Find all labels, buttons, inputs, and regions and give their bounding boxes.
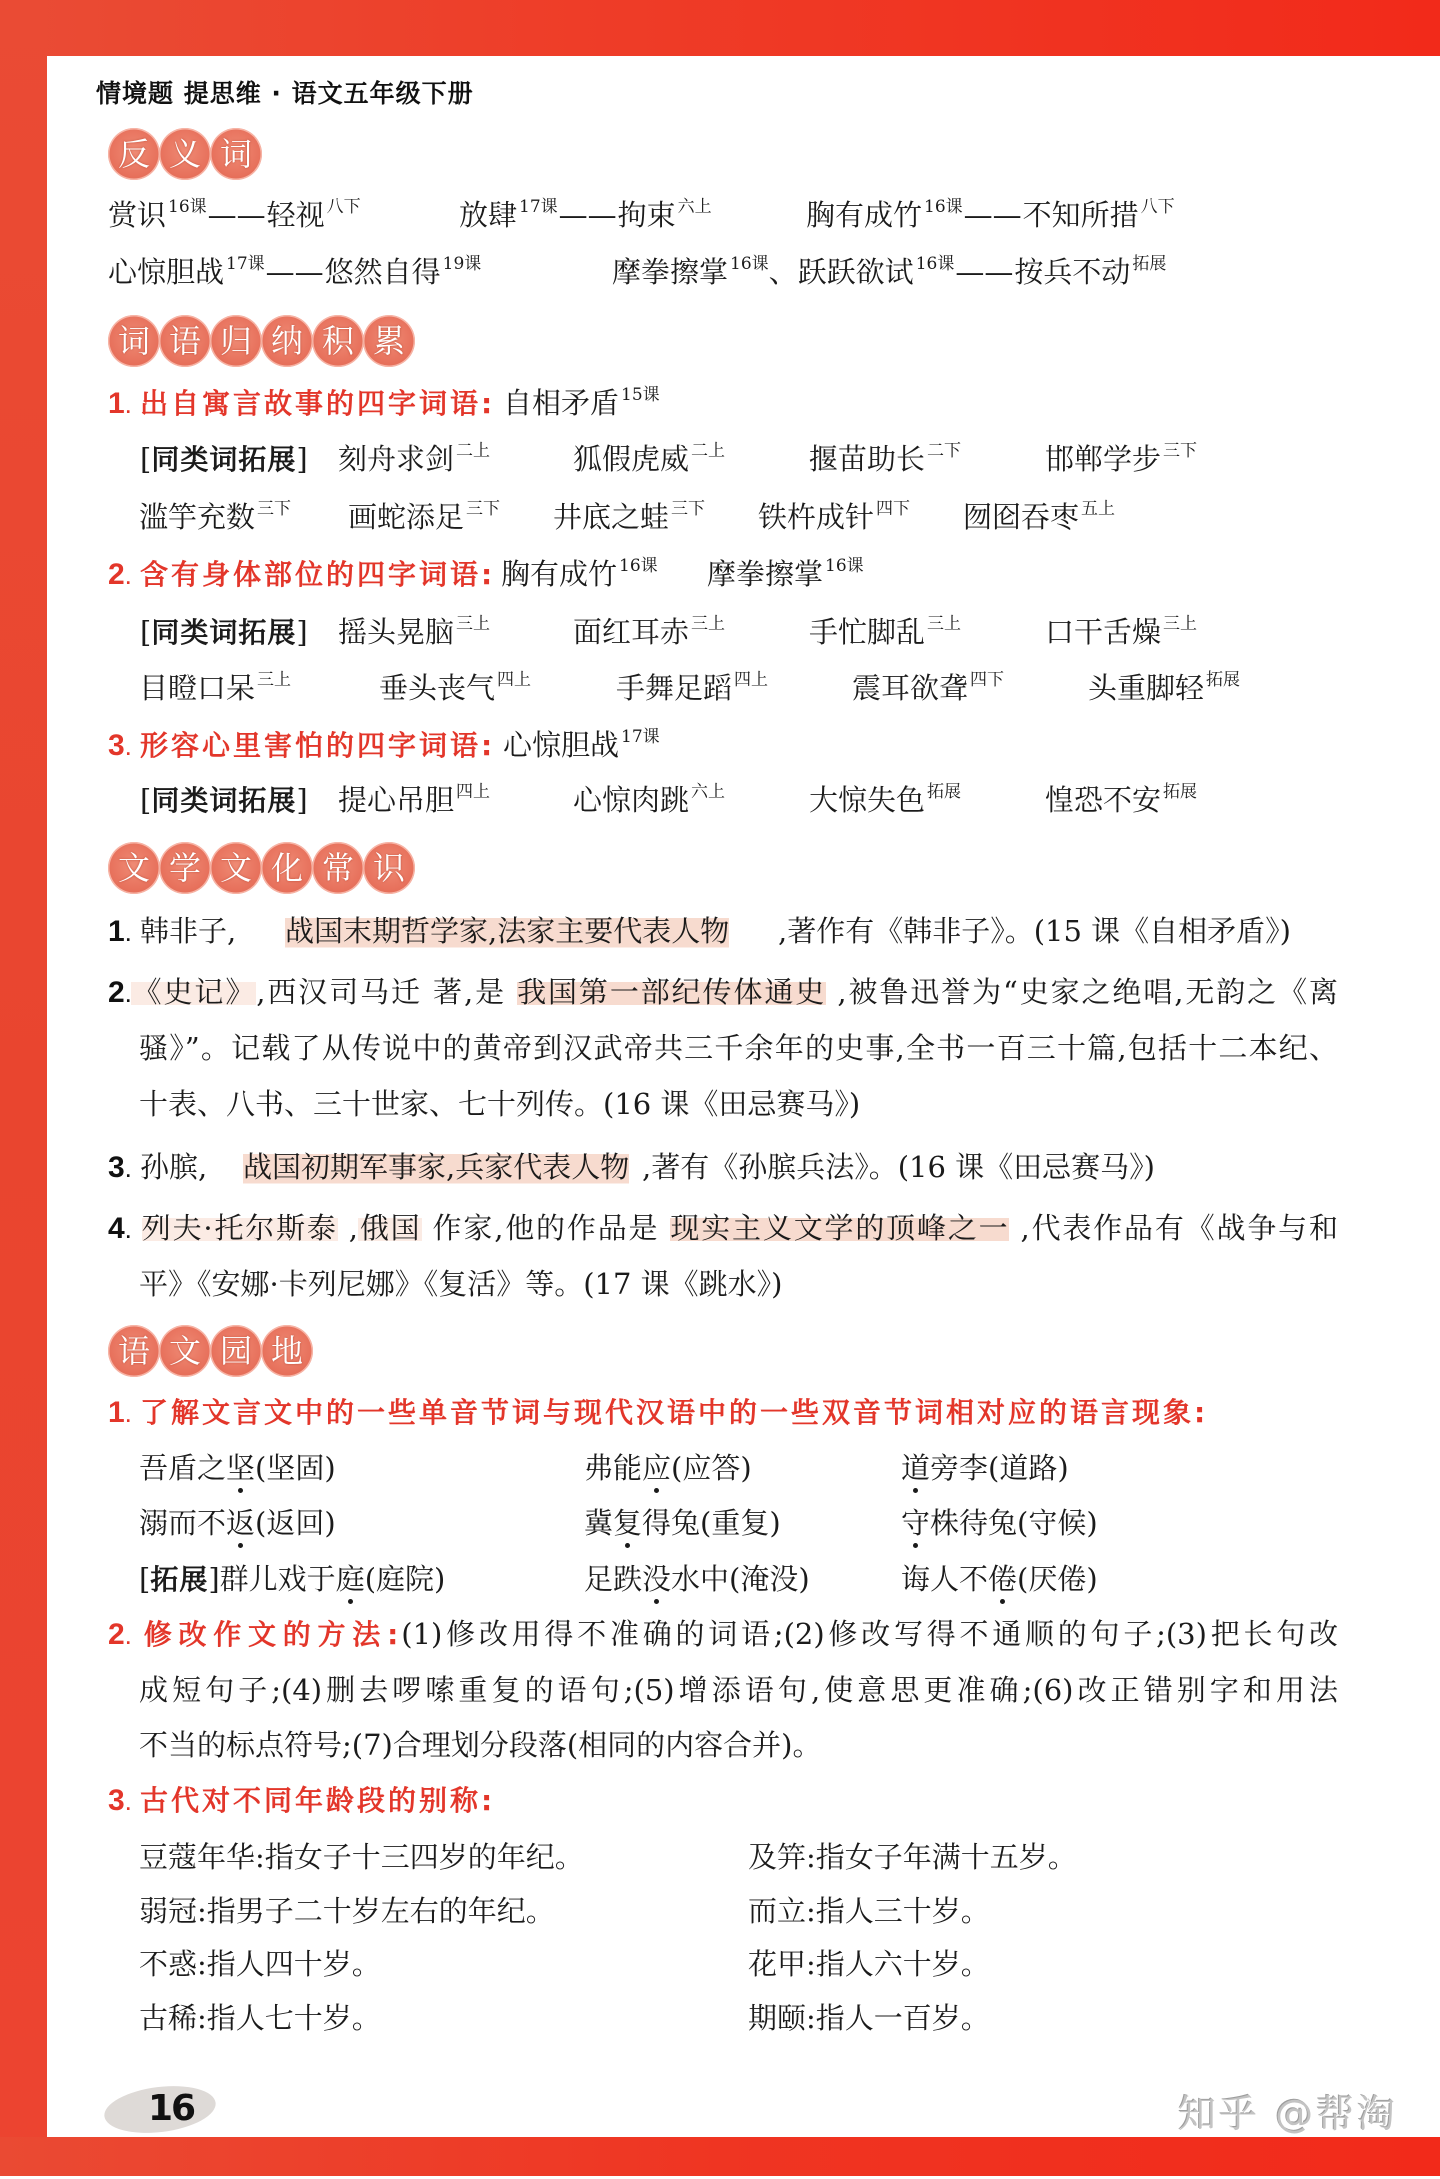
title-char: 化	[261, 842, 313, 894]
idiom	[338, 437, 490, 481]
number: 2	[108, 976, 125, 1009]
method-text: 不当的标点符号;(7)合理划分段落(相同的内容合并)。	[139, 1728, 822, 1762]
idiom-text: 提心吊胆	[338, 783, 455, 817]
grade-tag: 二上	[691, 441, 726, 461]
culture-text: 韩非子,	[140, 914, 237, 948]
emphasized-char: 应	[642, 1451, 672, 1485]
grade-tag: 拓展	[1132, 254, 1167, 274]
idiom	[963, 495, 1115, 539]
idiom	[1045, 437, 1197, 481]
antonym-pair	[806, 193, 1175, 237]
idiom-text: 面红耳赤	[573, 615, 690, 649]
idiom-text: 心惊胆战	[503, 728, 620, 762]
text: 水中(淹没)	[671, 1562, 810, 1596]
title-char: 园	[210, 1325, 262, 1377]
culture-paragraph-line	[108, 1206, 1338, 1250]
idiom	[503, 723, 660, 767]
word: 悠然自得	[324, 255, 441, 289]
idiom	[338, 610, 490, 654]
text: 诲人不	[901, 1562, 989, 1596]
item-number	[108, 381, 131, 425]
culture-text: 作家,他的作品是	[421, 1211, 671, 1245]
lesson-tag: 16课	[168, 197, 207, 217]
number-dot: .	[125, 986, 131, 1006]
number: 4	[108, 1212, 125, 1245]
number: 2	[108, 1618, 125, 1651]
title-char: 积	[312, 315, 364, 367]
text: 足跌	[584, 1562, 643, 1596]
grade-tag: 四上	[497, 670, 532, 690]
idiom	[573, 437, 725, 481]
section-title-antonyms	[108, 128, 261, 180]
idiom-text: 井底之蛙	[553, 500, 670, 534]
idiom-text: 揠苗助长	[809, 442, 926, 476]
lesson-tag: 16课	[619, 556, 658, 576]
grade-tag: 拓展	[1206, 670, 1241, 690]
idiom-text: 手舞足蹈	[616, 671, 733, 705]
item-heading	[140, 723, 495, 767]
number-dot: .	[125, 397, 131, 417]
emphasized-char: 守	[901, 1506, 931, 1540]
grade-tag: 三下	[466, 499, 501, 519]
page-number: 16	[148, 2088, 195, 2129]
number: 3	[108, 1151, 125, 1184]
grade-tag: 五上	[1081, 499, 1116, 519]
grade-tag: 三上	[456, 614, 491, 634]
number-dot: .	[125, 1628, 131, 1648]
classical-word	[584, 1501, 781, 1545]
number: 3	[108, 729, 125, 762]
colon: :	[387, 1618, 402, 1651]
word: 不知所措	[1022, 198, 1139, 232]
colon: :	[1194, 1396, 1209, 1429]
grade-tag: 四上	[734, 670, 769, 690]
title-char: 文	[159, 1325, 211, 1377]
lesson-tag: 15课	[621, 385, 660, 405]
culture-paragraph-line	[139, 1026, 1338, 1070]
bracket: [	[140, 783, 152, 817]
grade-tag: 六上	[691, 782, 726, 802]
number: 2	[108, 558, 125, 591]
grade-tag: 八下	[326, 197, 361, 217]
idiom	[809, 778, 961, 822]
extension-text: 同类词拓展	[151, 616, 297, 649]
colon: :	[481, 1784, 496, 1817]
idiom	[1045, 778, 1197, 822]
number: 3	[108, 1784, 125, 1817]
title-char: 语	[108, 1325, 160, 1377]
culture-text: ,代表作品有《战争与和	[1009, 1211, 1338, 1245]
item-number	[108, 552, 131, 596]
idiom	[573, 610, 725, 654]
number-dot: .	[125, 1794, 131, 1814]
culture-text: ,著作有《韩非子》。(15 课《自相矛盾》)	[778, 914, 1291, 948]
red-frame-left	[0, 0, 47, 2176]
text: 弗能	[584, 1451, 643, 1485]
idiom	[809, 437, 961, 481]
idiom-text: 画蛇添足	[348, 500, 465, 534]
grade-tag: 四下	[876, 499, 911, 519]
lesson-tag: 19课	[442, 254, 482, 274]
idiom-text: 胸有成竹	[501, 557, 618, 591]
highlighted-text: 现实主义文学的顶峰之一	[670, 1211, 1010, 1245]
colon: :	[481, 387, 496, 420]
emphasized-char: 复	[613, 1506, 643, 1540]
title-char: 学	[159, 842, 211, 894]
number-dot: .	[125, 925, 131, 945]
idiom-text: 狐假虎威	[573, 442, 690, 476]
idiom-text: 摇头晃脑	[338, 615, 455, 649]
number-dot: .	[125, 1222, 131, 1242]
grade-tag: 三上	[1163, 614, 1198, 634]
book-title: 情境题 提思维 · 语文五年级下册	[96, 79, 474, 108]
title-char: 累	[363, 315, 415, 367]
idiom-text: 邯郸学步	[1045, 442, 1162, 476]
grade-tag: 二下	[927, 441, 962, 461]
culture-paragraph-line	[139, 1262, 782, 1306]
idiom-text: 垂头丧气	[379, 671, 496, 705]
age-term: 豆蔻年华:指女子十三四岁的年纪。	[139, 1840, 584, 1874]
text: 得兔(重复)	[642, 1506, 781, 1540]
text: (庭院)	[364, 1562, 446, 1596]
word: 轻视	[266, 198, 325, 232]
emphasized-char: 返	[226, 1506, 256, 1540]
title-char: 地	[261, 1325, 313, 1377]
title-char: 常	[312, 842, 364, 894]
culture-text: 平》《安娜·卡列尼娜》《复活》等。(17 课《跳水》)	[139, 1267, 783, 1301]
extension-label	[140, 610, 308, 654]
red-frame-bottom	[0, 2137, 1440, 2176]
highlighted-text: 战国末期哲学家,法家主要代表人物	[285, 909, 729, 953]
word: 胸有成竹	[806, 198, 923, 232]
grade-tag: 八下	[1140, 197, 1175, 217]
item-number	[108, 1778, 131, 1822]
dash: ——	[955, 255, 1014, 289]
grade-tag: 三上	[257, 670, 292, 690]
extension-tag: 拓展	[150, 1563, 209, 1596]
idiom-text: 大惊失色	[809, 783, 926, 817]
age-term: 及笄:指女子年满十五岁。	[748, 1840, 1077, 1874]
idiom	[338, 778, 490, 822]
highlighted-text: 我国第一部纪传体通史	[517, 975, 827, 1009]
lesson-tag: 17课	[226, 254, 265, 274]
idiom-text: 摩拳擦掌	[707, 557, 824, 591]
lesson-tag: 16课	[730, 254, 769, 274]
lesson-tag: 17课	[621, 727, 660, 747]
method-text: (1)修改用得不准确的词语;(2)修改写得不通顺的句子;(3)把长句改	[401, 1617, 1339, 1651]
text: (返回)	[255, 1506, 336, 1540]
classical-word	[139, 1446, 336, 1490]
antonym-pair	[459, 193, 712, 237]
text: 株待兔(守候)	[930, 1506, 1098, 1540]
idiom	[1088, 666, 1240, 710]
antonym-pair	[612, 250, 1166, 294]
emphasized-char: 庭	[335, 1562, 365, 1596]
idiom-text: 口干舌燥	[1045, 615, 1162, 649]
colon: :	[481, 729, 496, 762]
text: (应答)	[671, 1451, 752, 1485]
culture-text: ,	[337, 1211, 359, 1245]
idiom-text: 手忙脚乱	[809, 615, 926, 649]
number-dot: .	[125, 568, 131, 588]
grade-tag: 三上	[691, 614, 726, 634]
heading-label: 了解文言文中的一些单音节词与现代汉语中的一些双音节词相对应的语言现象	[140, 1396, 1195, 1429]
dash: ——	[558, 198, 617, 232]
item-number	[108, 909, 131, 953]
word: 放肆	[459, 198, 518, 232]
word: 跃跃欲试	[797, 255, 914, 289]
bracket: [	[139, 1562, 151, 1596]
idiom	[379, 666, 531, 710]
grade-tag: 三下	[1163, 441, 1198, 461]
word: 赏识	[108, 198, 167, 232]
idiom	[707, 552, 864, 596]
idiom	[553, 495, 705, 539]
word: 心惊胆战	[108, 255, 225, 289]
extension-text: 同类词拓展	[151, 784, 297, 817]
age-term: 期颐:指人一百岁。	[748, 2001, 990, 2035]
antonym-pair	[108, 193, 361, 237]
idiom	[573, 778, 725, 822]
revision-methods-line	[139, 1723, 821, 1767]
title-char: 语	[159, 315, 211, 367]
bracket: ]	[296, 783, 308, 817]
idiom	[348, 495, 500, 539]
revision-methods-line	[139, 1668, 1338, 1712]
heading-label: 出自寓言故事的四字词语	[140, 387, 482, 420]
highlighted-text: 《史记》	[130, 975, 257, 1009]
classical-word	[139, 1501, 336, 1545]
lesson-tag: 16课	[915, 254, 955, 274]
idiom-text: 震耳欲聋	[852, 671, 969, 705]
lesson-tag: 17课	[519, 197, 558, 217]
title-char: 文	[210, 842, 262, 894]
number: 1	[108, 1396, 125, 1429]
emphasized-char: 没	[642, 1562, 672, 1596]
antonym-pair	[108, 250, 481, 294]
red-frame-top	[0, 0, 1440, 56]
classical-word	[584, 1446, 752, 1490]
item-number	[108, 1390, 131, 1434]
title-char: 归	[210, 315, 262, 367]
emphasized-char: 倦	[988, 1562, 1018, 1596]
grade-tag: 三下	[671, 499, 706, 519]
bracket: [	[140, 442, 152, 476]
culture-paragraph-line	[108, 970, 1338, 1014]
number-dot: .	[125, 1161, 131, 1181]
lesson-tag: 16课	[825, 556, 864, 576]
number: 1	[108, 387, 125, 420]
highlighted-text: 列夫·托尔斯泰	[141, 1211, 338, 1245]
bracket: ]	[208, 1562, 220, 1596]
grade-tag: 拓展	[927, 782, 962, 802]
text: (坚固)	[255, 1451, 336, 1485]
word: 拘束	[617, 198, 676, 232]
dash: ——	[963, 198, 1022, 232]
grade-tag: 六上	[677, 197, 712, 217]
idiom-text: 自相矛盾	[503, 386, 620, 420]
culture-text: ,被鲁迅誉为“史家之绝唱,无韵之《离	[826, 975, 1338, 1009]
idiom	[139, 666, 291, 710]
culture-text: 骚》”。记载了从传说中的黄帝到汉武帝共三千余年的史事,全书一百三十篇,包括十二本纪、	[139, 1031, 1338, 1065]
idiom	[501, 552, 658, 596]
item-heading	[140, 552, 495, 596]
age-term: 而立:指人三十岁。	[748, 1894, 990, 1928]
age-term: 弱冠:指男子二十岁左右的年纪。	[139, 1894, 555, 1928]
text: 吾盾之	[139, 1451, 227, 1485]
idiom-text: 滥竽充数	[139, 500, 256, 534]
heading-label: 形容心里害怕的四字词语	[140, 729, 482, 762]
heading-label: 修改作文的方法	[143, 1618, 388, 1651]
idiom	[852, 666, 1004, 710]
number: 1	[108, 915, 125, 948]
text: 溺而不	[139, 1506, 227, 1540]
grade-tag: 四下	[970, 670, 1005, 690]
highlighted-text: 战国初期军事家,兵家代表人物	[243, 1145, 629, 1189]
title-char: 纳	[261, 315, 313, 367]
idiom	[809, 610, 961, 654]
highlighted-text: 俄国	[358, 1211, 422, 1245]
item-number	[108, 1145, 131, 1189]
idiom-text: 目瞪口呆	[139, 671, 256, 705]
emphasized-char: 坚	[226, 1451, 256, 1485]
title-char: 词	[210, 128, 262, 180]
extension-text: 同类词拓展	[151, 443, 297, 476]
culture-paragraph-line	[139, 1082, 860, 1126]
extension-label	[140, 778, 308, 822]
classical-word	[901, 1557, 1098, 1601]
idiom-text: 刻舟求剑	[338, 442, 455, 476]
idiom-text: 囫囵吞枣	[963, 500, 1080, 534]
section-title-garden	[108, 1325, 312, 1377]
classical-word	[584, 1557, 810, 1601]
title-char: 词	[108, 315, 160, 367]
idiom-text: 惶恐不安	[1045, 783, 1162, 817]
age-term: 不惑:指人四十岁。	[139, 1947, 381, 1981]
grade-tag: 三上	[927, 614, 962, 634]
grade-tag: 二上	[456, 441, 491, 461]
colon: :	[481, 558, 496, 591]
text: (厌倦)	[1017, 1562, 1098, 1596]
bracket: [	[140, 615, 152, 649]
dash: ——	[207, 198, 266, 232]
watermark: 知乎 @帮淘	[1178, 2092, 1399, 2136]
number-dot: .	[125, 739, 131, 759]
culture-text: 十表、八书、三十世家、七十列传。(16 课《田忌赛马》)	[139, 1087, 861, 1121]
text: 旁李(道路)	[930, 1451, 1069, 1485]
revision-methods-line	[108, 1612, 1338, 1656]
item-heading	[140, 1778, 495, 1822]
title-char: 反	[108, 128, 160, 180]
emphasized-char: 道	[901, 1451, 931, 1485]
idiom	[139, 495, 291, 539]
idiom	[616, 666, 768, 710]
word: 按兵不动	[1014, 255, 1131, 289]
item-heading	[140, 381, 495, 425]
title-char: 义	[159, 128, 211, 180]
idiom	[758, 495, 910, 539]
dash: ——	[265, 255, 324, 289]
age-term: 古稀:指人七十岁。	[139, 2001, 381, 2035]
classical-word	[139, 1557, 445, 1601]
idiom-text: 头重脚轻	[1088, 671, 1205, 705]
heading-label: 含有身体部位的四字词语	[140, 558, 482, 591]
separator: 、	[768, 255, 798, 289]
method-text: 成短句子;(4)删去啰嗦重复的语句;(5)增添语句,使意思更准确;(6)改正错别字和用法	[139, 1673, 1338, 1707]
idiom	[503, 381, 660, 425]
number-dot: .	[125, 1406, 131, 1426]
idiom-text: 心惊肉跳	[573, 783, 690, 817]
text: 冀	[584, 1506, 614, 1540]
culture-text: ,著有《孙膑兵法》。(16 课《田忌赛马》)	[642, 1150, 1155, 1184]
extension-label	[140, 437, 308, 481]
section-title-culture	[108, 842, 414, 894]
heading-label: 古代对不同年龄段的别称	[140, 1784, 482, 1817]
section-title-word-groups	[108, 315, 414, 367]
age-term: 花甲:指人六十岁。	[748, 1947, 990, 1981]
grade-tag: 拓展	[1163, 782, 1198, 802]
item-number	[108, 723, 131, 767]
text: 群儿戏于	[219, 1562, 336, 1596]
item-heading	[140, 1390, 1208, 1434]
idiom	[1045, 610, 1197, 654]
culture-text: 孙膑,	[140, 1150, 208, 1184]
bracket: ]	[296, 442, 308, 476]
bracket: ]	[296, 615, 308, 649]
idiom-text: 铁杵成针	[758, 500, 875, 534]
title-char: 文	[108, 842, 160, 894]
grade-tag: 三下	[257, 499, 292, 519]
classical-word	[901, 1446, 1069, 1490]
title-char: 识	[363, 842, 415, 894]
word: 摩拳擦掌	[612, 255, 729, 289]
grade-tag: 四上	[456, 782, 491, 802]
culture-text: ,西汉司马迁 著,是	[256, 975, 518, 1009]
classical-word	[901, 1501, 1098, 1545]
lesson-tag: 16课	[924, 197, 963, 217]
